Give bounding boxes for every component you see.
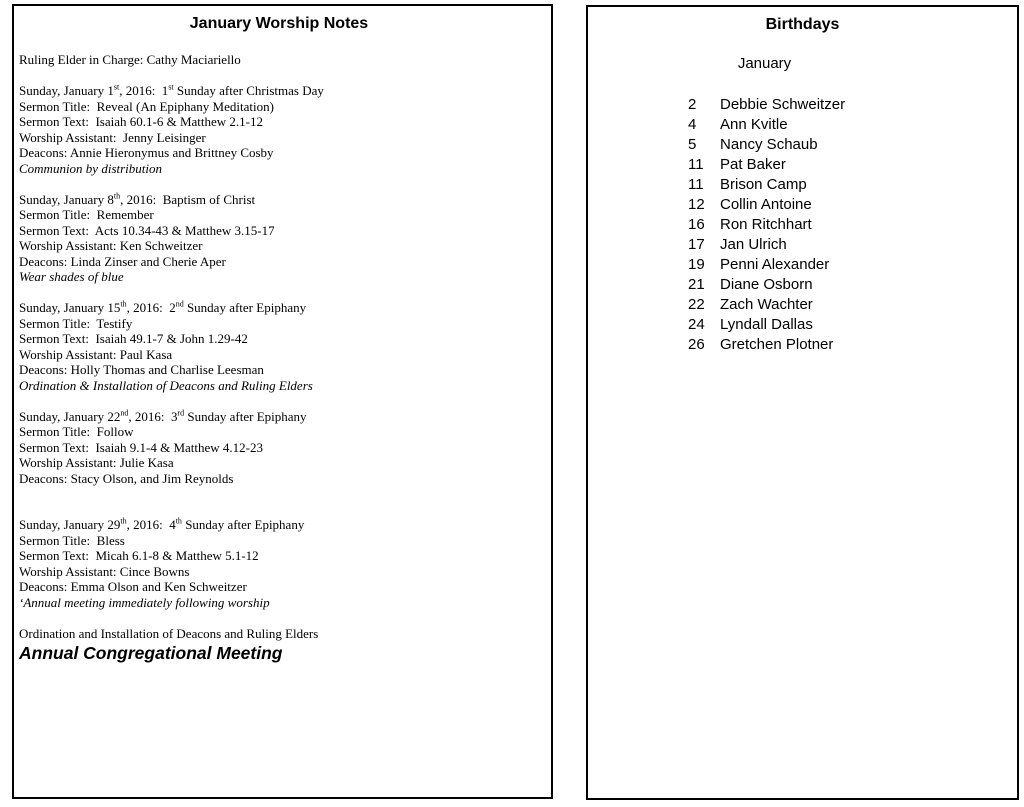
birthday-row <box>688 295 1017 315</box>
worship-notes-panel <box>12 4 553 799</box>
worship-section <box>19 409 539 487</box>
birthday-row <box>688 335 1017 355</box>
birthday-name: Jan Ulrich <box>720 236 787 253</box>
worship-line: Ordination and Installation of Deacons and Ruling Elders <box>19 625 319 641</box>
worship-line: Wear shades of blue <box>19 269 124 284</box>
birthday-day: 5 <box>688 136 697 153</box>
birthdays-month: January <box>737 55 792 72</box>
birthday-row <box>688 175 1017 195</box>
worship-line: Sermon Text: Acts 10.34-43 & Matthew 3.15-17 <box>19 222 275 238</box>
worship-line: Annual Congregational Meeting <box>19 643 283 663</box>
birthday-row <box>688 195 1017 215</box>
birthdays-title: Birthdays <box>765 16 840 33</box>
birthday-day: 16 <box>688 216 705 233</box>
birthday-name: Pat Baker <box>720 156 786 173</box>
worship-line: Sermon Title: Testify <box>19 315 133 331</box>
worship-section <box>19 192 539 285</box>
worship-line: Sermon Text: Micah 6.1-8 & Matthew 5.1-12 <box>19 548 259 563</box>
worship-notes-body <box>19 52 539 664</box>
worship-line: Communion by distribution <box>19 160 163 176</box>
worship-section <box>19 52 539 68</box>
birthday-day: 24 <box>688 316 705 333</box>
worship-line: Sermon Title: Bless <box>19 532 125 548</box>
birthday-row <box>688 215 1017 235</box>
worship-line: Worship Assistant: Julie Kasa <box>19 455 174 470</box>
worship-line: Sermon Text: Isaiah 60.1-6 & Matthew 2.1-12 <box>19 114 264 129</box>
birthday-day: 17 <box>688 236 705 253</box>
birthday-row <box>688 275 1017 295</box>
worship-line: Sunday, January 22nd, 2016: 3rd Sunday after Epiphany <box>19 408 307 424</box>
worship-line: Sermon Title: Remember <box>19 207 154 222</box>
birthday-day: 11 <box>688 156 704 173</box>
worship-notes-title: January Worship Notes <box>189 15 369 32</box>
worship-line: Sunday, January 15th, 2016: 2nd Sunday after Epiphany <box>19 299 307 315</box>
birthday-name: Debbie Schweitzer <box>720 96 846 113</box>
worship-line: Sunday, January 1st, 2016: 1st Sunday after Christmas Day <box>19 82 324 98</box>
worship-line: Ordination & Installation of Deacons and Ruling Elders <box>19 377 313 393</box>
birthday-name: Nancy Schaub <box>720 136 818 153</box>
worship-section <box>19 300 539 393</box>
birthday-name: Lyndall Dallas <box>720 316 813 333</box>
birthday-row <box>688 115 1017 135</box>
birthday-day: 22 <box>688 296 705 313</box>
birthday-day: 21 <box>688 276 705 293</box>
birthday-name: Brison Camp <box>720 176 807 193</box>
birthday-name: Gretchen Plotner <box>720 336 834 353</box>
worship-line: Deacons: Holly Thomas and Charlise Leesman <box>19 362 264 377</box>
birthday-row <box>688 315 1017 335</box>
birthday-row <box>688 155 1017 175</box>
birthday-day: 26 <box>688 336 705 353</box>
worship-line: Worship Assistant: Cince Bowns <box>19 563 190 579</box>
birthday-name: Penni Alexander <box>720 256 830 273</box>
worship-line: Worship Assistant: Jenny Leisinger <box>19 129 206 145</box>
worship-line: Worship Assistant: Paul Kasa <box>19 346 173 362</box>
birthday-row <box>688 95 1017 115</box>
worship-line: Deacons: Linda Zinser and Cherie Aper <box>19 253 226 269</box>
worship-section <box>19 626 539 665</box>
worship-line: Deacons: Emma Olson and Ken Schweitzer <box>19 579 247 594</box>
worship-line: ‘Annual meeting immediately following worship <box>19 594 270 610</box>
birthdays-panel <box>586 5 1019 800</box>
worship-line: Sermon Title: Follow <box>19 424 134 439</box>
worship-line: Sermon Title: Reveal (An Epiphany Meditation) <box>19 98 274 114</box>
worship-section <box>19 83 539 176</box>
worship-line: Deacons: Annie Hieronymus and Brittney Cosby <box>19 145 274 160</box>
birthday-day: 4 <box>688 116 697 133</box>
birthday-row <box>688 135 1017 155</box>
birthday-day: 2 <box>688 96 697 113</box>
worship-line: Sunday, January 29th, 2016: 4th Sunday after Epiphany <box>19 516 305 532</box>
worship-line: Deacons: Stacy Olson, and Jim Reynolds <box>19 470 234 486</box>
birthday-name: Ron Ritchhart <box>720 216 812 233</box>
worship-line: Sunday, January 8th, 2016: Baptism of Christ <box>19 191 256 207</box>
birthday-name: Zach Wachter <box>720 296 813 313</box>
birthday-name: Ann Kvitle <box>720 116 788 133</box>
birthday-name: Collin Antoine <box>720 196 812 213</box>
birthday-row <box>688 235 1017 255</box>
birthday-name: Diane Osborn <box>720 276 813 293</box>
birthday-row <box>688 255 1017 275</box>
worship-line: Ruling Elder in Charge: Cathy Maciariello <box>19 52 241 67</box>
worship-line: Sermon Text: Isaiah 49.1-7 & John 1.29-42 <box>19 331 248 346</box>
birthday-day: 12 <box>688 196 705 213</box>
worship-section <box>19 517 539 610</box>
worship-line: Worship Assistant: Ken Schweitzer <box>19 238 203 253</box>
birthdays-list <box>588 95 1017 355</box>
birthday-day: 11 <box>688 176 704 193</box>
worship-line: Sermon Text: Isaiah 9.1-4 & Matthew 4.12-23 <box>19 439 264 455</box>
birthday-day: 19 <box>688 256 705 273</box>
